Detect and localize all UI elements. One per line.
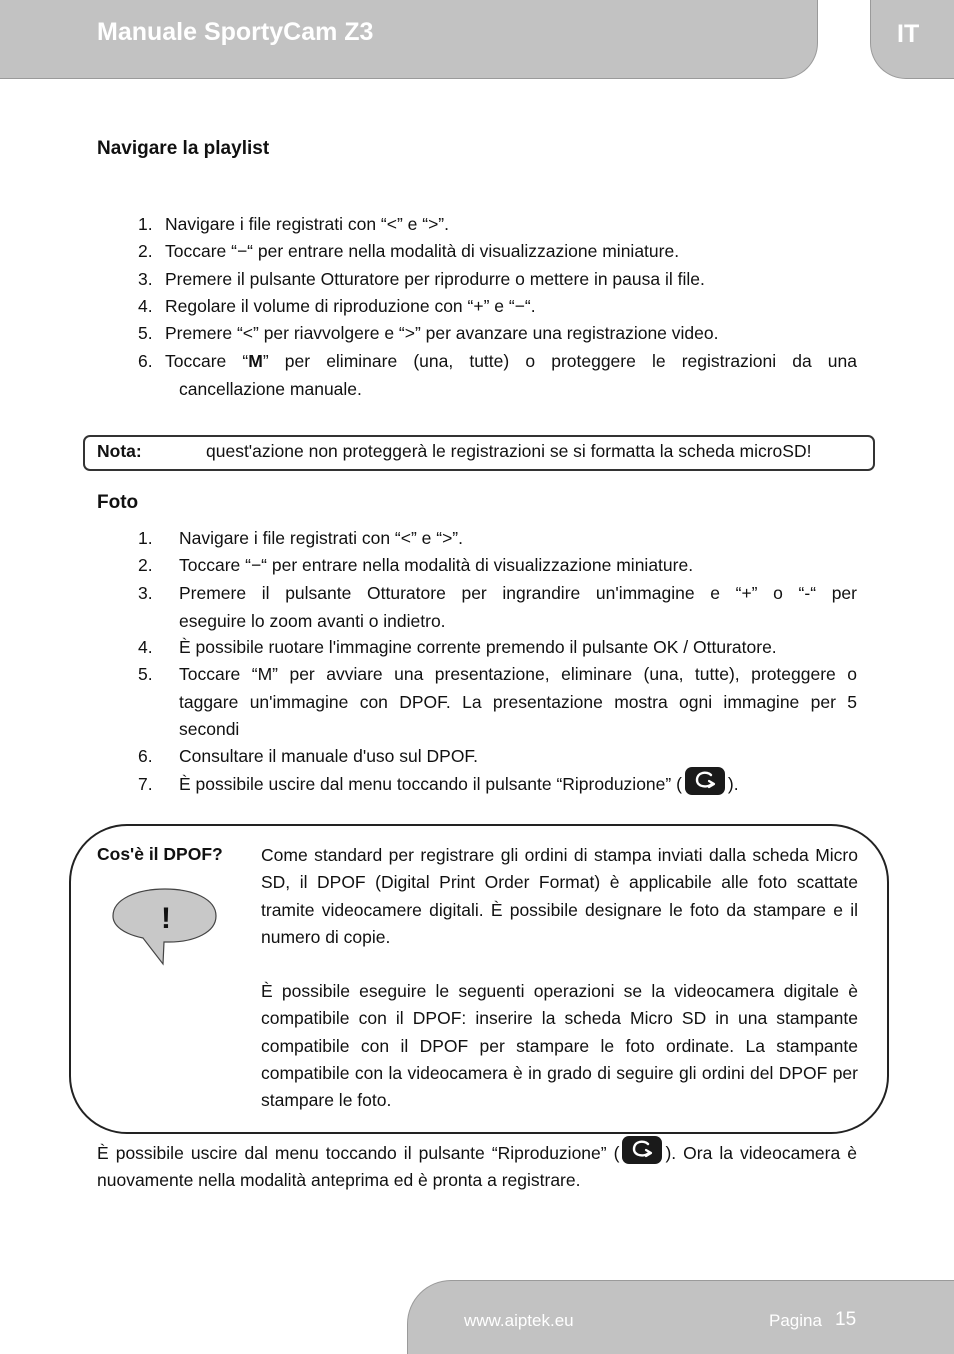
foto-heading: Foto [97, 492, 139, 513]
playback-return-icon [684, 766, 726, 796]
website-url: www.aiptek.eu [464, 1311, 574, 1330]
footer-tab [407, 1280, 954, 1354]
playlist-heading: Navigare la playlist [97, 138, 270, 159]
language-tab [870, 0, 954, 79]
dpof-label: Cos'è il DPOF? [97, 844, 223, 864]
page-label: Pagina [769, 1311, 822, 1330]
dpof-info-box [69, 824, 889, 1134]
note-label: Nota: [97, 441, 142, 461]
foto-item: 5. Toccare “M” per avviare una presentazione, eliminare (una, tutte), proteggere o taggare un'immagine con DPOF. La presentazione mostra ogni immagine per 5 secondi [138, 664, 857, 739]
exclamation-speech-bubble-icon [109, 886, 221, 968]
playlist-item: 6. Toccare “M” per eliminare (una, tutte) o proteggere le registrazioni da una cancellazione manuale. [138, 351, 857, 399]
dpof-paragraph-2: È possibile eseguire le seguenti operazioni se la videocamera digitale è compatibile con il DPOF: inserire la scheda Micro SD in una stampante compatibile con il DPOF per stampare le foto ordinate. La stampante compatibile con la videocamera è in grado di seguire gli ordini del DPOF per stampare le foto. [261, 981, 858, 1111]
note-text: quest'azione non proteggerà le registrazioni se si formatta la scheda microSD! [206, 441, 812, 461]
playback-return-icon [621, 1135, 663, 1165]
language-label: IT [897, 20, 920, 48]
dpof-paragraph-1: Come standard per registrare gli ordini di stampa inviati dalla scheda Micro SD, il DPOF (Digital Print Order Format) è applicabile alle foto scattate tramite videocamere digitali. È possibile designare le foto da stampare e il numero di copie. [261, 845, 858, 947]
svg-text:!: ! [161, 902, 171, 935]
foto-item: 3. Premere il pulsante Otturatore per ingrandire un'immagine e “+” o “-“ per eseguire lo zoom avanti o indietro. [138, 583, 857, 631]
exit-menu-paragraph: È possibile uscire dal menu toccando il pulsante “Riproduzione” ( ). Ora la videocamera è nuovamente nella modalità anteprima ed è pronta a registrare. [97, 1140, 857, 1195]
document-title: Manuale SportyCam Z3 [97, 18, 374, 46]
note-box [83, 435, 875, 471]
page-number: 15 [835, 1309, 857, 1330]
header-bar [0, 0, 818, 79]
